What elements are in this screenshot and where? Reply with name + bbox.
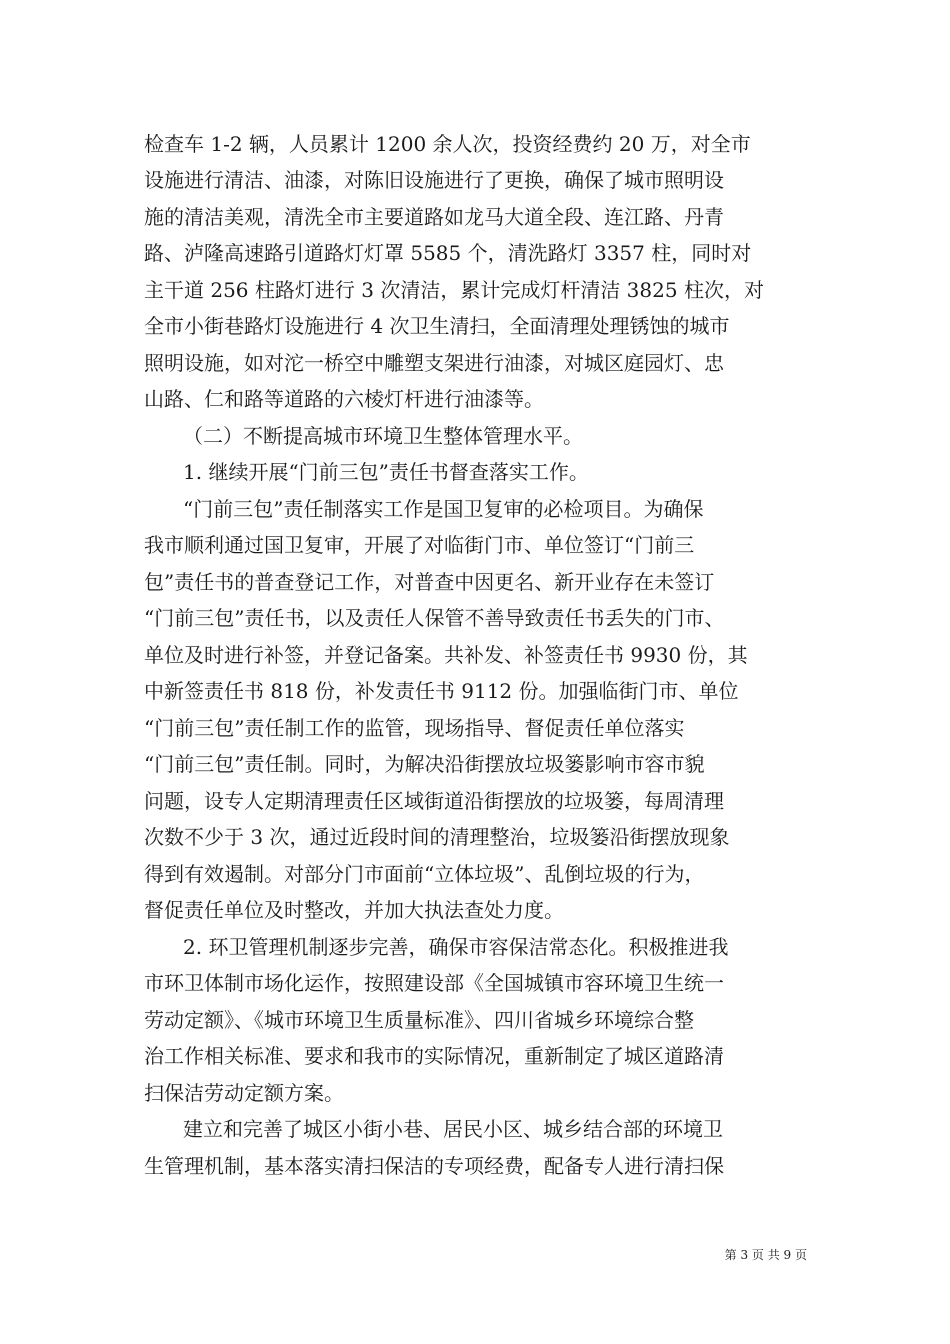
- text-line-26: 治工作相关标准、要求和我市的实际情况，重新制定了城区道路清: [144, 1044, 724, 1068]
- text-line-7: 照明设施，如对沱一桥空中雕塑支架进行油漆，对城区庭园灯、忠: [144, 351, 724, 375]
- text-line-19: 问题，设专人定期清理责任区域街道沿街摆放的垃圾篓，每周清理: [144, 789, 724, 813]
- text-line-3: 施的清洁美观，清洗全市主要道路如龙马大道全段、连江路、丹青: [144, 205, 724, 229]
- page-number: 第 3 页 共 9 页: [724, 1248, 807, 1262]
- text-line-29: 生管理机制，基本落实清扫保洁的专项经费，配备专人进行清扫保: [144, 1154, 724, 1178]
- text-line-27: 扫保洁劳动定额方案。: [144, 1081, 344, 1105]
- text-line-11: “门前三包”责任制落实工作是国卫复审的必检项目。为确保: [183, 497, 704, 521]
- subheading-2: 2. 环卫管理机制逐步完善，确保市容保洁常态化。积极推进我: [183, 935, 729, 959]
- text-line-20: 次数不少于 3 次，通过近段时间的清理整治，垃圾篓沿街摆放现象: [144, 825, 730, 849]
- text-line-12: 我市顺利通过国卫复审，开展了对临街门市、单位签订“门前三: [144, 533, 695, 557]
- section-heading-2: （二）不断提高城市环境卫生整体管理水平。: [183, 424, 583, 448]
- text-line-15: 单位及时进行补签，并登记备案。共补发、补签责任书 9930 份，其: [144, 643, 748, 667]
- text-line-16: 中新签责任书 818 份，补发责任书 9112 份。加强临街门市、单位: [144, 679, 739, 703]
- text-line-5: 主干道 256 柱路灯进行 3 次清洁，累计完成灯杆清洁 3825 柱次，对: [144, 278, 764, 302]
- text-line-25: 劳动定额》、《城市环境卫生质量标准》、四川省城乡环境综合整: [144, 1008, 694, 1032]
- text-line-14: “门前三包”责任书，以及责任人保管不善导致责任书丢失的门市、: [144, 606, 725, 630]
- text-line-24: 市环卫体制市场化运作，按照建设部《全国城镇市容环境卫生统一: [144, 971, 724, 995]
- text-line-21: 得到有效遏制。对部分门市面前“立体垃圾”、乱倒垃圾的行为，: [144, 862, 705, 886]
- text-line-22: 督促责任单位及时整改，并加大执法查处力度。: [144, 898, 564, 922]
- text-line-4: 路、泸隆高速路引道路灯灯罩 5585 个，清洗路灯 3357 柱，同时对: [144, 241, 752, 265]
- subheading-1: 1. 继续开展“门前三包”责任书督查落实工作。: [183, 460, 589, 484]
- text-line-1: 检查车 1-2 辆，人员累计 1200 余人次，投资经费约 20 万，对全市: [144, 132, 751, 156]
- text-line-8: 山路、仁和路等道路的六棱灯杆进行油漆等。: [144, 387, 544, 411]
- text-line-6: 全市小街巷路灯设施进行 4 次卫生清扫，全面清理处理锈蚀的城市: [144, 314, 730, 338]
- text-line-28: 建立和完善了城区小街小巷、居民小区、城乡结合部的环境卫: [183, 1117, 723, 1141]
- text-line-13: 包”责任书的普查登记工作，对普查中因更名、新开业存在未签订: [144, 570, 715, 594]
- text-line-18: “门前三包”责任制。同时，为解决沿街摆放垃圾篓影响市容市貌: [144, 752, 705, 776]
- text-line-2: 设施进行清洁、油漆，对陈旧设施进行了更换，确保了城市照明设: [144, 168, 724, 192]
- text-line-17: “门前三包”责任制工作的监管，现场指导、督促责任单位落实: [144, 716, 685, 740]
